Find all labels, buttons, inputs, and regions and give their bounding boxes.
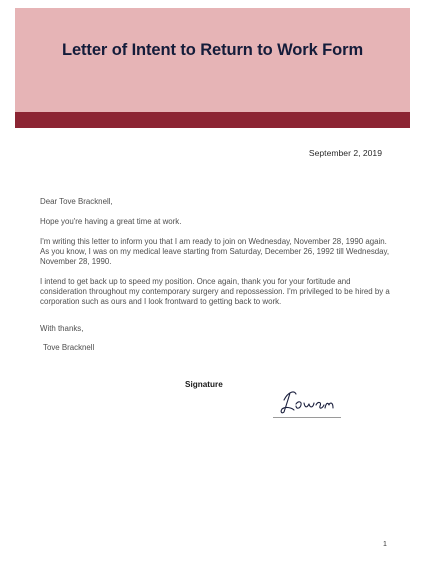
letter-paragraph: I intend to get back up to speed my position. Once again, thank you for your fortitude and consideration throughout my contemporary surgery and repossession. I'm privileged to be hired by a corporation such as ours and I look frontward to getting back to work.: [40, 277, 390, 306]
letter-body: [40, 197, 390, 317]
signature-label: Signature: [185, 380, 223, 389]
letter-greeting: Dear Tove Bracknell,: [40, 197, 113, 206]
page-number: 1: [383, 541, 387, 548]
letter-paragraph: I'm writing this letter to inform you that I am ready to join on Wednesday, November 28, 1990 again. As you know, I was on my medical leave starting from Saturday, December 26, 1992 till Wednesday, November 28, 1990.: [40, 237, 390, 266]
letter-closing: With thanks,: [40, 324, 84, 333]
signature-line: [273, 417, 341, 418]
letter-date: September 2, 2019: [308, 148, 382, 158]
letter-paragraph: Hope you're having a great time at work.: [40, 217, 182, 226]
handwritten-signature: [278, 386, 338, 416]
header-accent-bar: [15, 112, 410, 128]
header-band: [15, 8, 410, 112]
page-title: Letter of Intent to Return to Work Form: [61, 41, 364, 59]
sender-name: Tove Bracknell: [43, 343, 95, 352]
